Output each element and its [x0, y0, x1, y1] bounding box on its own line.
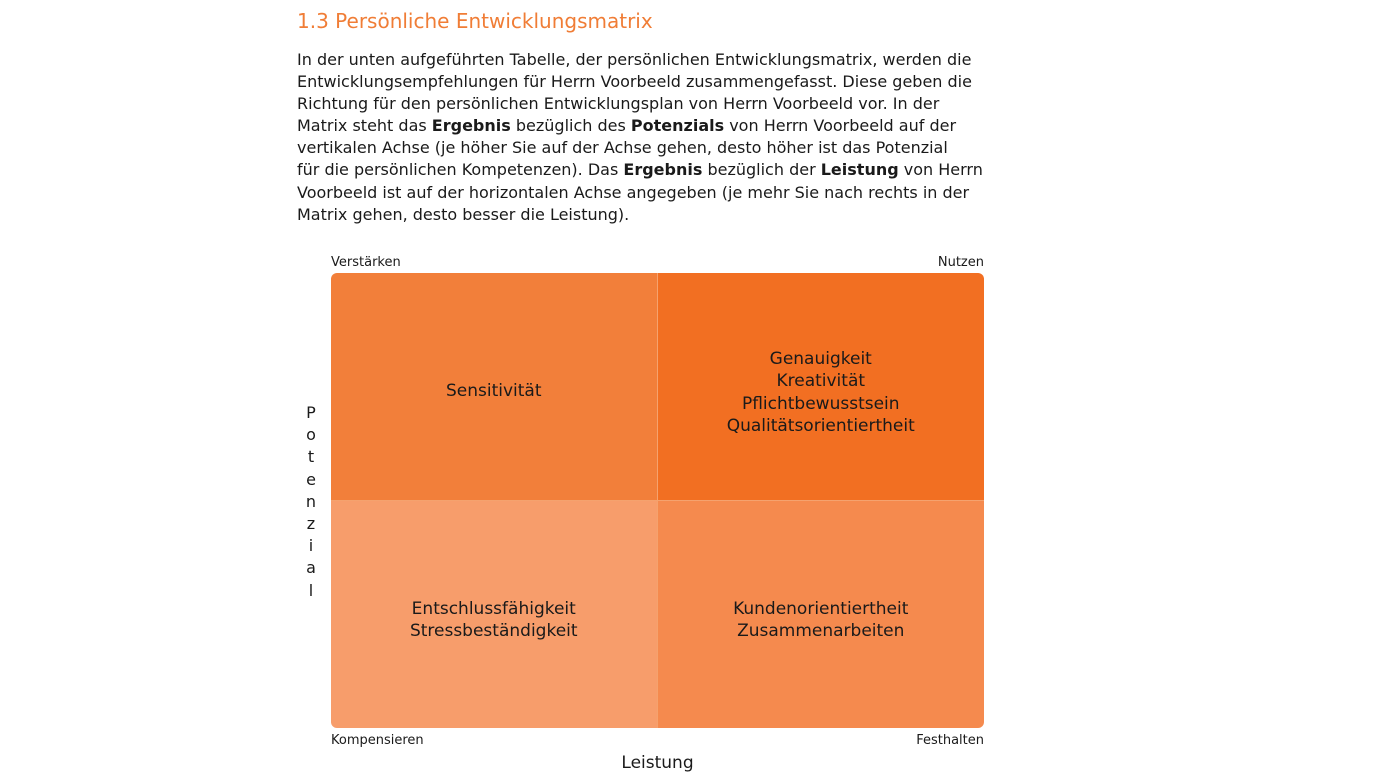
intro-bold-ergebnis: Ergebnis	[431, 116, 511, 136]
intro-line: Entwicklungsempfehlungen für Herrn Voorbeeld zusammengefasst. Diese geben die	[297, 72, 972, 92]
y-axis-letter: l	[308, 580, 314, 600]
development-matrix	[331, 273, 984, 728]
quadrant-item: Stressbeständigkeit	[409, 620, 578, 641]
section-heading: 1.3 Persönliche Entwicklungsmatrix	[297, 9, 653, 33]
y-axis-label	[300, 402, 322, 602]
y-axis-letter: P	[306, 403, 316, 422]
intro-bold-ergebnis: Ergebnis	[623, 160, 703, 180]
intro-line: Voorbeeld ist auf der horizontalen Achse angegeben (je mehr Sie nach rechts in der	[297, 182, 970, 202]
intro-text: bezüglich der	[702, 160, 821, 180]
quadrant-item: Entschlussfähigkeit	[411, 598, 576, 619]
quadrant-item: Sensitivität	[445, 381, 542, 401]
corner-label-kompensieren: Kompensieren	[331, 733, 424, 748]
intro-text: von Herrn Voorbeeld auf der	[724, 116, 957, 136]
y-axis-letter: o	[306, 425, 316, 445]
corner-label-verstaerken: Verstärken	[331, 255, 401, 270]
intro-line: Richtung für den persönlichen Entwicklungsplan von Herrn Voorbeeld vor. In der	[297, 94, 940, 114]
intro-paragraph	[297, 49, 1037, 226]
quadrant-kompensieren	[331, 501, 658, 729]
y-axis-letter: e	[306, 469, 316, 489]
corner-label-festhalten: Festhalten	[916, 733, 984, 748]
y-axis-letter: n	[305, 491, 317, 511]
intro-line	[297, 159, 1037, 181]
quadrant-verstaerken	[331, 273, 658, 501]
y-axis-letter: z	[306, 514, 316, 534]
quadrant-item: Kundenorientiertheit	[733, 598, 909, 619]
y-axis-letter: i	[308, 536, 314, 556]
intro-line: Matrix gehen, desto besser die Leistung).	[297, 204, 630, 224]
quadrant-item: Zusammenarbeiten	[737, 620, 905, 641]
intro-text: Matrix steht das	[297, 116, 432, 136]
quadrant-item: Genauigkeit	[769, 349, 872, 369]
intro-line: In der unten aufgeführten Tabelle, der persönlichen Entwicklungsmatrix, werden die	[297, 50, 972, 69]
intro-text: bezüglich des	[510, 116, 631, 136]
intro-bold-potenzials: Potenzials	[630, 116, 725, 136]
x-axis-label: Leistung	[621, 753, 694, 773]
quadrant-item: Qualitätsorientiertheit	[726, 415, 915, 436]
quadrant-festhalten	[658, 501, 985, 729]
quadrant-nutzen	[658, 273, 985, 501]
quadrant-item: Pflichtbewusstsein	[741, 393, 900, 414]
intro-line	[297, 115, 1037, 137]
quadrant-item: Kreativität	[776, 371, 866, 392]
corner-label-nutzen: Nutzen	[937, 255, 984, 270]
y-axis-letter: a	[306, 558, 316, 578]
intro-bold-leistung: Leistung	[820, 160, 899, 180]
intro-line: vertikalen Achse (je höher Sie auf der Achse gehen, desto höher ist das Potenzial	[297, 138, 948, 158]
intro-text: für die persönlichen Kompetenzen). Das	[297, 160, 624, 180]
y-axis-letter: t	[307, 447, 315, 467]
intro-text: von Herrn	[898, 160, 983, 180]
